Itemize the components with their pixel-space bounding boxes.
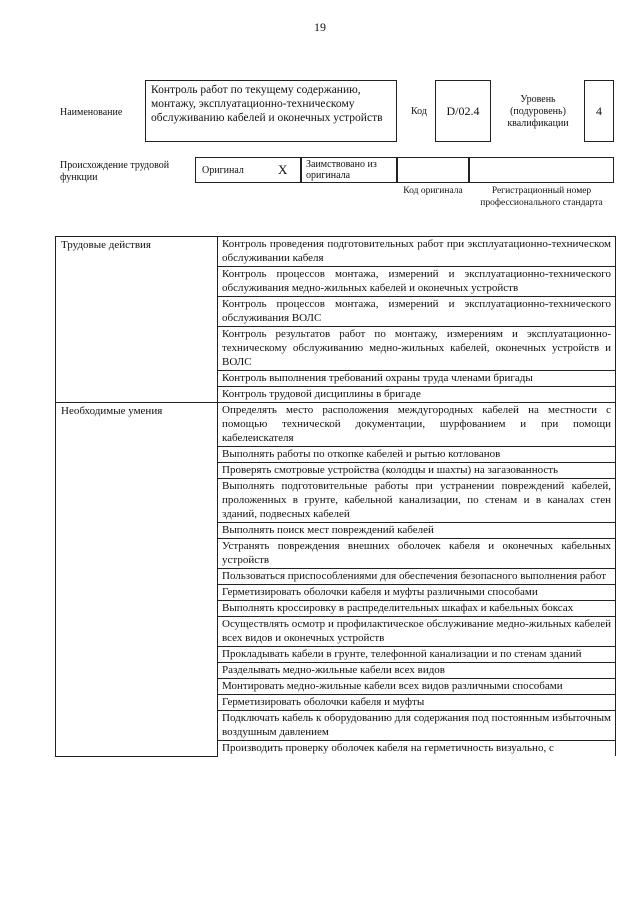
section-item: Контроль проведения подготовительных работ при эксплуатационно-техническом обслуживании кабеля [218, 237, 616, 267]
section-item: Контроль результатов работ по монтажу, измерениям и эксплуатационно-техническому обслуживанию медно-жильных кабелей, оконечных устройств и ВОЛС [218, 327, 616, 371]
section-item: Выполнять поиск мест повреждений кабелей [218, 523, 616, 539]
section-item: Пользоваться приспособлениями для обеспечения безопасного выполнения работ [218, 569, 616, 585]
section-item: Контроль выполнения требований охраны труда членами бригады [218, 371, 616, 387]
section-item: Контроль трудовой дисциплины в бригаде [218, 387, 616, 403]
section-item: Контроль процессов монтажа, измерений и эксплуатационно-технического обслуживания медно-жильных кабелей и оконечных устройств [218, 267, 616, 297]
code-label: Код [411, 106, 427, 117]
function-details-table [55, 236, 616, 757]
section-item: Контроль процессов монтажа, измерений и эксплуатационно-технического обслуживания ВОЛС [218, 297, 616, 327]
name-label: Наименование [60, 107, 123, 118]
qualification-level-value: 4 [584, 80, 614, 142]
function-code-value: D/02.4 [435, 80, 491, 142]
section-item: Разделывать медно-жильные кабели всех видов [218, 663, 616, 679]
section-item: Подключать кабель к оборудованию для содержания под постоянным избыточным воздушным давлением [218, 711, 616, 741]
section-label: Необходимые умения [56, 403, 218, 757]
page-number: 19 [314, 20, 326, 34]
borrowed-label: Заимствовано из оригинала [301, 157, 397, 183]
original-label: Оригинал [202, 164, 244, 176]
code-original-cell [397, 157, 469, 183]
original-cell [195, 157, 301, 183]
reg-number-caption: Регистрационный номер профессионального стандарта [480, 186, 603, 208]
origin-label: Происхождение трудовой функции [60, 160, 170, 183]
section-label: Трудовые действия [56, 237, 218, 403]
section-item: Герметизировать оболочки кабеля и муфты [218, 695, 616, 711]
section-item: Проверять смотровые устройства (колодцы и шахты) на загазованность [218, 463, 616, 479]
table-row [56, 403, 616, 447]
reg-number-cell [469, 157, 614, 183]
section-item: Монтировать медно-жильные кабели всех видов различными способами [218, 679, 616, 695]
section-item: Осуществлять осмотр и профилактическое обслуживание медно-жильных кабелей всех видов и оконечных устройств [218, 617, 616, 647]
section-item: Герметизировать оболочки кабеля и муфты различными способами [218, 585, 616, 601]
function-name-value: Контроль работ по текущему содержанию, монтажу, эксплуатационно-техническому обслуживанию кабелей и оконечных устройств [145, 80, 397, 142]
section-item: Выполнять работы по откопке кабелей и рытью котлованов [218, 447, 616, 463]
section-item: Производить проверку оболочек кабеля на герметичность визуально, с [218, 741, 616, 757]
qualification-level-label: Уровень (подуровень) квалификации [507, 94, 569, 129]
section-item: Выполнять кроссировку в распределительных шкафах и кабельных боксах [218, 601, 616, 617]
section-item: Выполнять подготовительные работы при устранении повреждений кабелей, проложенных в грунте, кабельной канализации, по стенам и в каналах стен зданий, подвесных кабелей [218, 479, 616, 523]
code-original-caption: Код оригинала [403, 186, 463, 196]
section-item: Прокладывать кабели в грунте, телефонной канализации и по стенам зданий [218, 647, 616, 663]
section-item: Определять место расположения междугородных кабелей на местности с помощью технической документации, шурфованием и при помощи кабелеискателя [218, 403, 616, 447]
section-item: Устранять повреждения внешних оболочек кабеля и оконечных кабельных устройств [218, 539, 616, 569]
table-row [56, 237, 616, 267]
original-mark: X [278, 162, 288, 177]
